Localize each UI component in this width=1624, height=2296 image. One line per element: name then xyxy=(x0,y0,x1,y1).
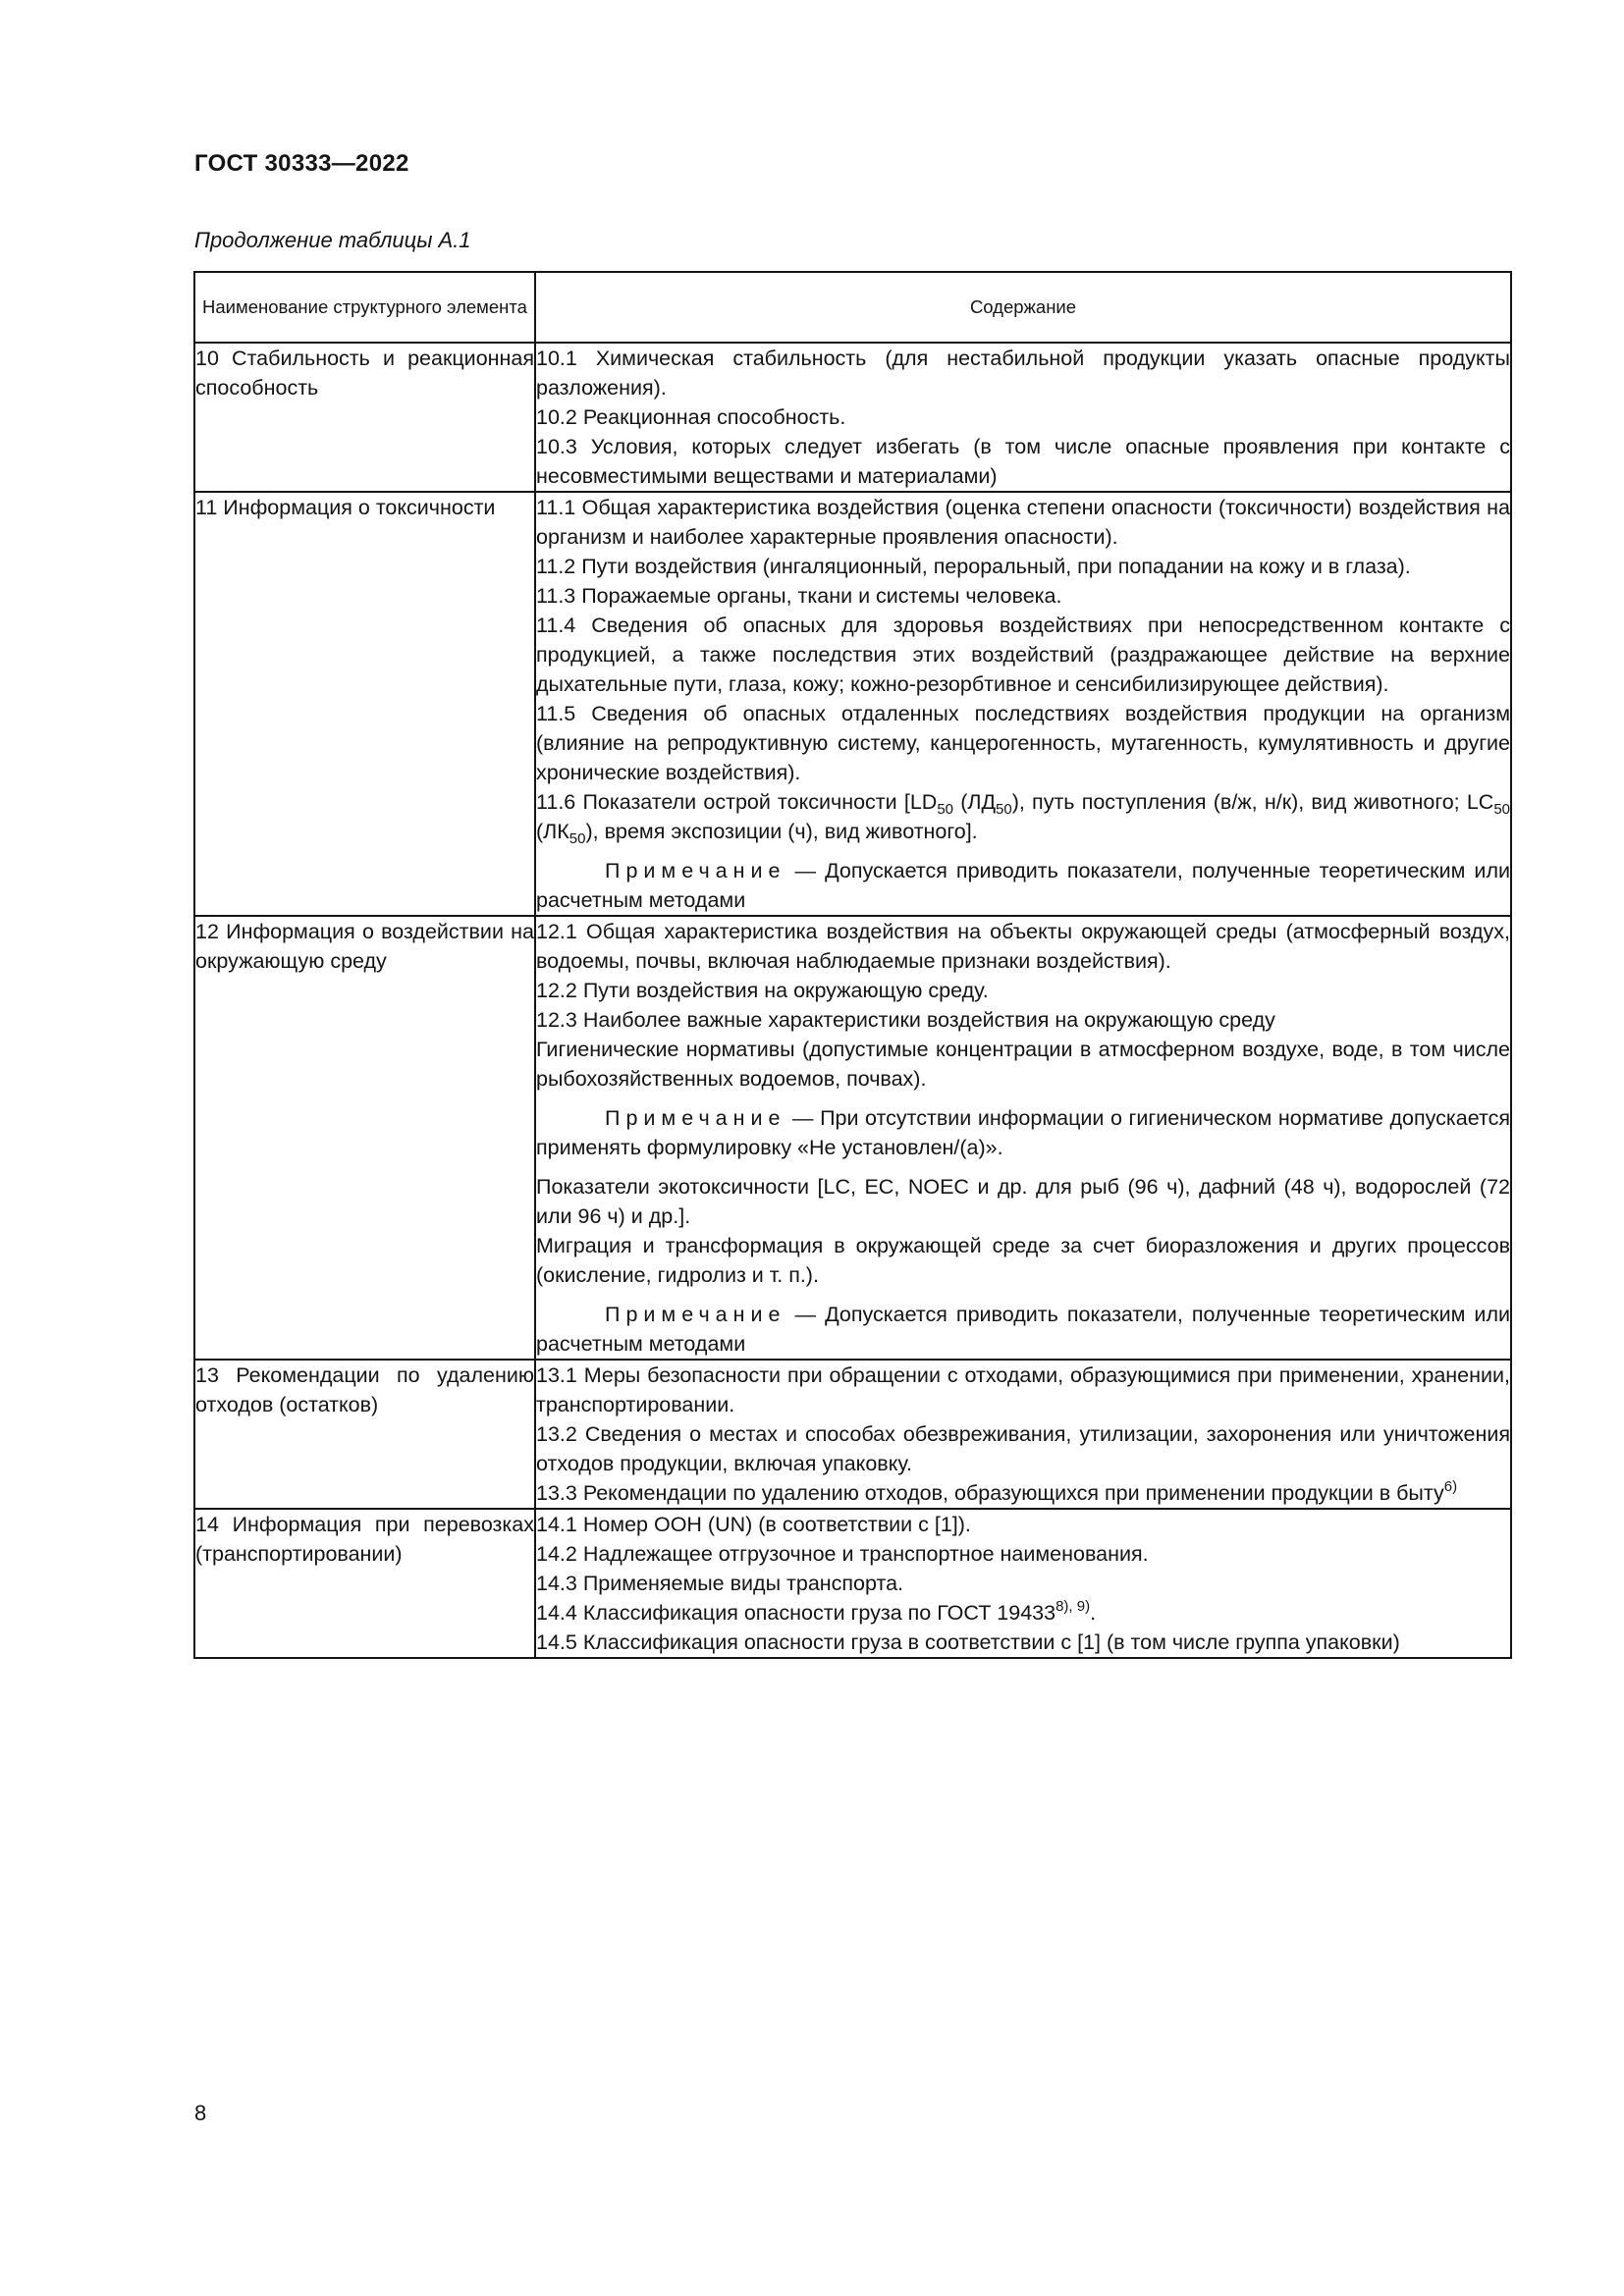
content-paragraph-group xyxy=(536,344,1510,491)
content-line: 10.1 Химическая стабильность (для нестабильной продукции указать опасные продукты разложения). xyxy=(536,347,1510,400)
table-row xyxy=(194,492,1511,916)
content-line: 10.3 Условия, которых следует избегать (в том числе опасные проявления при контакте с несовместимыми веществами и материалами) xyxy=(536,435,1510,488)
subscript: 50 xyxy=(937,801,954,818)
note-dash: — xyxy=(785,1106,821,1130)
table-note xyxy=(536,1300,1510,1359)
content-line: 14.2 Надлежащее отгрузочное и транспортное наименования. xyxy=(536,1542,1149,1566)
content-line: Показатели экотоксичности [LC, EC, NOEC и др. для рыб (96 ч), дафний (48 ч), водорослей (72 или 96 ч) и др.]. xyxy=(536,1175,1510,1228)
section-name-cell: 12 Информация о воздействии на окружающую среду xyxy=(194,916,535,1360)
table-row xyxy=(194,916,1511,1360)
table-caption: Продолжение таблицы А.1 xyxy=(194,228,471,252)
subscript: 50 xyxy=(568,830,586,847)
content-fragment: 13.3 Рекомендации по удалению отходов, образующихся при применении продукции в быту xyxy=(536,1481,1444,1505)
table-row xyxy=(194,343,1511,492)
content-line: 12.1 Общая характеристика воздействия на объекты окружающей среды (атмосферный воздух, водоемы, почвы, включая наблюдаемые признаки воздействия). xyxy=(536,920,1510,973)
content-paragraph-group xyxy=(536,1361,1510,1478)
section-content-cell xyxy=(535,1509,1511,1658)
section-name-cell: 11 Информация о токсичности xyxy=(194,492,535,916)
content-fragment: ), путь поступления (в/ж, н/к), вид животного; LC xyxy=(1011,790,1494,814)
standard-code: ГОСТ 30333—2022 xyxy=(194,150,409,177)
content-line: 11.2 Пути воздействия (ингаляционный, пероральный, при попадании на кожу и в глаза). xyxy=(536,555,1411,578)
page-number: 8 xyxy=(194,2101,207,2125)
content-fragment: 14.4 Классификация опасности груза по ГОСТ 19433 xyxy=(536,1601,1056,1625)
content-line: 14.1 Номер ООН (UN) (в соответствии с [1]). xyxy=(536,1513,971,1536)
content-paragraph-group xyxy=(536,1172,1510,1290)
content-paragraph-group xyxy=(536,493,1510,787)
content-line: 12.3 Наиболее важные характеристики воздействия на окружающую среду xyxy=(536,1008,1275,1032)
subscript: 50 xyxy=(1493,801,1510,818)
column-header-content: Содержание xyxy=(535,272,1511,343)
note-label: Примечание xyxy=(605,1106,786,1130)
content-line: 13.2 Сведения о местах и способах обезвреживания, утилизации, захоронения или уничтожения отходов продукции, включая упаковку. xyxy=(536,1422,1510,1475)
note-label: Примечание xyxy=(605,859,786,882)
table-row xyxy=(194,1360,1511,1509)
content-line: 11.1 Общая характеристика воздействия (оценка степени опасности (токсичности) воздействия на организм и наиболее характерные проявления опасности). xyxy=(536,496,1510,549)
content-line: 11.5 Сведения об опасных отдаленных последствиях воздействия продукции на организм (влияние на репродуктивную систему, канцерогенность, мутагенность, кумулятивность и другие хронические воздействия). xyxy=(536,702,1510,784)
note-dash: — xyxy=(785,1303,826,1326)
section-name-cell: 14 Информация при перевозках (транспортировании) xyxy=(194,1509,535,1658)
note-text: Допускается приводить показатели, полученные теоретическим или расчетным методами xyxy=(536,1303,1510,1356)
content-line: Миграция и трансформация в окружающей среде за счет биоразложения и других процессов (окисление, гидролиз и т. п.). xyxy=(536,1234,1510,1287)
column-header-element: Наименование структурного элемента xyxy=(194,272,535,343)
section-name-cell: 10 Стабильность и реакционная способность xyxy=(194,343,535,492)
content-line: 14.3 Применяемые виды транспорта. xyxy=(536,1572,904,1595)
subscript: 50 xyxy=(996,801,1012,818)
content-fragment: ), время экспозиции (ч), вид животного]. xyxy=(585,820,978,843)
note-text: При отсутствии информации о гигиеническом нормативе допускается применять формулировку «Не установлен/(а)». xyxy=(536,1106,1510,1159)
content-line: 14.5 Классификация опасности груза в соответствии с [1] (в том числе группа упаковки) xyxy=(536,1630,1400,1654)
section-content-cell xyxy=(535,492,1511,916)
content-fragment: . xyxy=(1090,1601,1097,1625)
content-line-with-footnote xyxy=(536,1598,1510,1628)
content-fragment: (ЛК xyxy=(536,820,569,843)
section-name-cell: 13 Рекомендации по удалению отходов (остатков) xyxy=(194,1360,535,1509)
content-line: 11.3 Поражаемые органы, ткани и системы человека. xyxy=(536,584,1062,608)
footnote-reference: 6) xyxy=(1443,1478,1458,1495)
note-text: Допускается приводить показатели, полученные теоретическим или расчетным методами xyxy=(536,859,1510,912)
section-content-cell xyxy=(535,1360,1511,1509)
section-content-cell xyxy=(535,916,1511,1360)
table-note xyxy=(536,856,1510,915)
table-row xyxy=(194,1509,1511,1658)
table-header-row xyxy=(194,272,1511,343)
content-line: 11.4 Сведения об опасных для здоровья воздействиях при непосредственном контакте с продукцией, а также последствия этих воздействий (раздражающее действие на верхние дыхательные пути, глаза, кожу; кожно-резорбтивное и сенсибилизирующее действия). xyxy=(536,614,1510,696)
content-paragraph-group xyxy=(536,1628,1510,1657)
footnote-reference: 8), 9) xyxy=(1056,1598,1091,1615)
content-line: 12.2 Пути воздействия на окружающую среду. xyxy=(536,979,989,1002)
note-label: Примечание xyxy=(605,1303,786,1326)
toxicity-indicators-line xyxy=(536,787,1510,846)
content-fragment: 11.6 Показатели острой токсичности [LD xyxy=(536,790,938,814)
content-table xyxy=(193,271,1512,1659)
table-note xyxy=(536,1103,1510,1162)
content-line: 10.2 Реакционная способность. xyxy=(536,405,846,429)
content-paragraph-group xyxy=(536,917,1510,1094)
content-fragment: (ЛД xyxy=(953,790,997,814)
content-line: 13.1 Меры безопасности при обращении с отходами, образующимися при применении, хранении, транспортировании. xyxy=(536,1363,1510,1416)
note-dash: — xyxy=(785,859,826,882)
content-line-with-footnote xyxy=(536,1478,1510,1508)
content-paragraph-group xyxy=(536,1510,1510,1598)
section-content-cell xyxy=(535,343,1511,492)
content-line: Гигиенические нормативы (допустимые концентрации в атмосферном воздухе, воде, в том числе рыбохозяйственных водоемов, почвах). xyxy=(536,1038,1510,1091)
